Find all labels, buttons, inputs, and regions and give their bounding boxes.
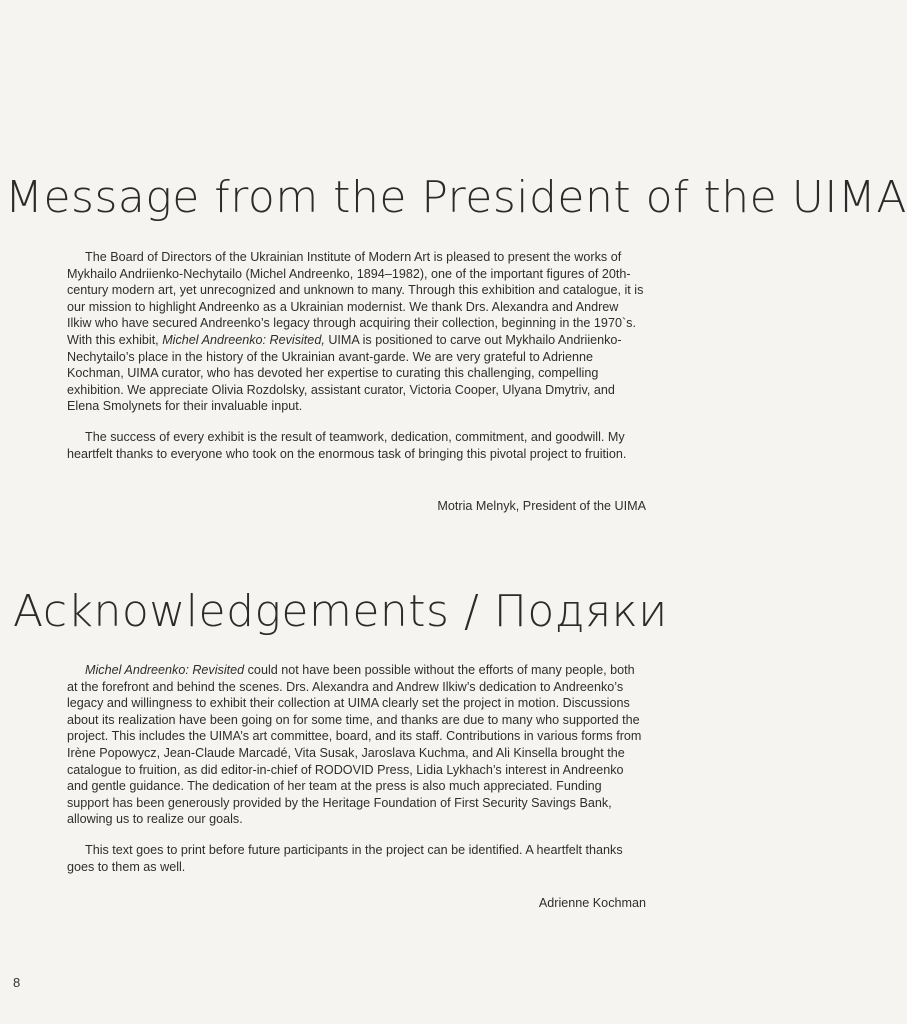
acknowledgements-body <box>67 662 646 875</box>
acknowledgements-heading: Acknowledgements / Подяки <box>13 586 668 637</box>
president-paragraph-1-intro: The Board of Directors of the Ukrainian Institute of Modern Art is pleased to present the works of Mykhailo Andriienko-Nechytailo (Michel Andreenko, 1894–1982), one of the important figures of 20th-century modern art, yet unrecognized and unknown to many. Through this exhibition and catalogue, it is our mission to highlight Andreenko as a Ukrainian modernist. We thank Drs. Alexandra and Andrew Ilkiw who have secured Andreenko’s legacy through acquiring their collection, beginning in the 1970`s. With this exhibit, <box>67 250 644 347</box>
acknowledgements-paragraph-1 <box>67 662 646 828</box>
acknowledgements-signature: Adrienne Kochman <box>538 896 646 910</box>
president-paragraph-1 <box>67 249 646 415</box>
president-paragraph-2: The success of every exhibit is the result of teamwork, dedication, commitment, and goodwill. My heartfelt thanks to everyone who took on the enormous task of bringing this pivotal project to fruition. <box>67 429 627 461</box>
exhibition-title-italic: Michel Andreenko: Revisited, <box>162 332 325 347</box>
president-message-heading: Message from the President of the UIMA <box>5 172 907 223</box>
acknowledgements-paragraph-1-text: could not have been possible without the efforts of many people, both at the forefront and behind the scenes. Drs. Alexandra and Andrew Ilkiw’s dedication to Andreenko’s legacy and willingness to exhibit their collection at UIMA clearly set the project in motion. Discussions about its realization have been going on for some time, and thanks are due to many who supported the project. This includes the UIMA’s art committee, board, and its staff. Contributions in various forms from Irène Popowycz, Jean-Claude Marcadé, Vita Susak, Jaroslava Kuchma, and Ali Kinsella brought the catalogue to fruition, as did editor-in-chief of RODOVID Press, Lidia Lykhach’s interest in Andreenko and gentle guidance. The dedication of her team at the press is also much appreciated. Funding support has been generously provided by the Heritage Foundation of First Security Savings Bank, allowing us to realize our goals. <box>67 663 642 827</box>
exhibition-title-italic: Michel Andreenko: Revisited <box>85 663 245 677</box>
page-number: 8 <box>13 975 21 990</box>
president-paragraph-1-continuation: UIMA is positioned to carve out Mykhailo Andriienko-Nechytailo’s place in the history of the Ukrainian avant-garde. We are very grateful to Adrienne Kochman, UIMA curator, who has devoted her expertise to curating this challenging, compelling exhibition. We appreciate Olivia Rozdolsky, assistant curator, Victoria Cooper, Ulyana Dmytriv, and Elena Smolynets for their invaluable input. <box>67 332 622 414</box>
president-signature: Motria Melnyk, President of the UIMA <box>437 499 646 513</box>
acknowledgements-paragraph-2: This text goes to print before future participants in the project can be identified. A heartfelt thanks goes to them as well. <box>67 842 623 874</box>
president-message-body <box>67 249 646 462</box>
